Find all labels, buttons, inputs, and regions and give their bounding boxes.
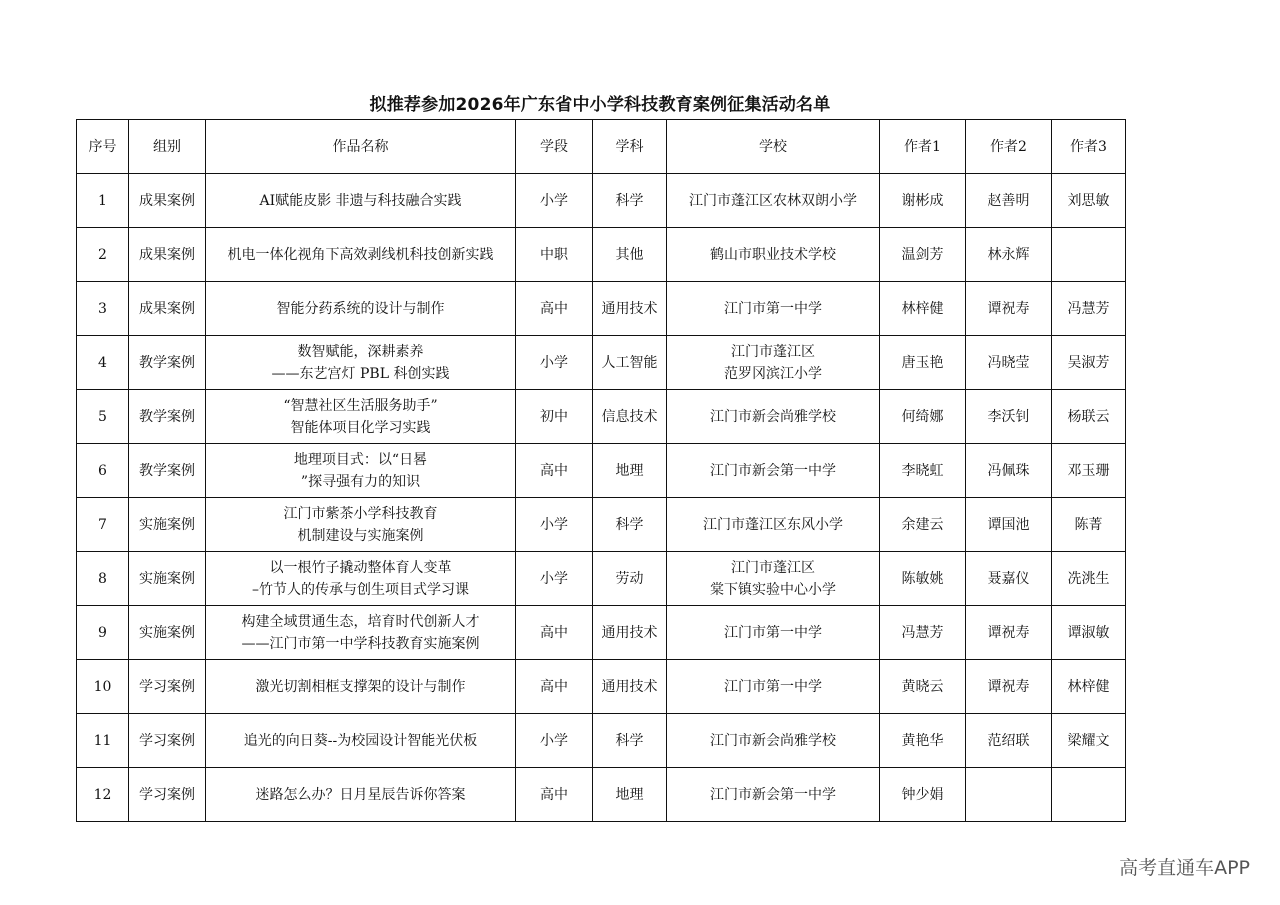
school-cell-line: 江门市第一中学 xyxy=(724,624,822,641)
work-title-cell-line: 机制建设与实施案例 xyxy=(297,527,424,544)
author-1-cell: 黄艳华 xyxy=(880,714,966,768)
author-1-cell: 黄晓云 xyxy=(880,660,966,714)
subject-cell: 劳动 xyxy=(593,552,667,606)
group-cell: 学习案例 xyxy=(129,768,206,822)
table-body xyxy=(77,174,1126,822)
row-number-cell: 3 xyxy=(77,282,129,336)
school-cell-line: 江门市蓬江区 xyxy=(731,343,815,360)
row-number-cell: 11 xyxy=(77,714,129,768)
table-row xyxy=(77,606,1126,660)
header-author-2: 作者2 xyxy=(966,120,1052,174)
author-2-cell: 谭祝寿 xyxy=(966,282,1052,336)
school-cell xyxy=(667,768,880,822)
author-1-cell: 李晓虹 xyxy=(880,444,966,498)
group-cell: 实施案例 xyxy=(129,498,206,552)
author-3-cell: 杨联云 xyxy=(1052,390,1126,444)
work-title-cell-line: 智能体项目化学习实践 xyxy=(290,419,431,436)
row-number-cell: 12 xyxy=(77,768,129,822)
work-title-cell xyxy=(206,552,516,606)
work-title-cell-line: 地理项目式：以“日晷 xyxy=(293,451,428,468)
table-row xyxy=(77,174,1126,228)
watermark: 高考直通车APP xyxy=(1119,857,1250,879)
work-title-cell-line: 追光的向日葵--为校园设计智能光伏板 xyxy=(243,732,478,749)
school-stage-cell: 小学 xyxy=(516,174,593,228)
group-cell: 成果案例 xyxy=(129,282,206,336)
work-title-cell-line: ——江门市第一中学科技教育实施案例 xyxy=(241,635,480,652)
group-cell: 教学案例 xyxy=(129,336,206,390)
row-number-cell: 6 xyxy=(77,444,129,498)
work-title-cell-line: 构建全域贯通生态，培育时代创新人才 xyxy=(241,613,480,630)
subject-cell: 地理 xyxy=(593,444,667,498)
school-stage-cell: 小学 xyxy=(516,552,593,606)
school-cell xyxy=(667,606,880,660)
school-cell-line: 范罗冈滨江小学 xyxy=(724,365,822,382)
author-3-cell: 陈菁 xyxy=(1052,498,1126,552)
group-cell: 教学案例 xyxy=(129,390,206,444)
subject-cell: 其他 xyxy=(593,228,667,282)
school-stage-cell: 高中 xyxy=(516,606,593,660)
row-number-cell: 8 xyxy=(77,552,129,606)
school-cell-line: 江门市新会尚雅学校 xyxy=(710,408,836,425)
table-row xyxy=(77,498,1126,552)
school-stage-cell: 高中 xyxy=(516,282,593,336)
work-title-cell xyxy=(206,282,516,336)
subject-cell: 科学 xyxy=(593,174,667,228)
school-stage-cell: 小学 xyxy=(516,714,593,768)
school-cell-line: 江门市新会第一中学 xyxy=(710,786,836,803)
school-stage-cell: 中职 xyxy=(516,228,593,282)
work-title-cell xyxy=(206,336,516,390)
table-header-row xyxy=(77,120,1126,174)
table-row xyxy=(77,660,1126,714)
header-number: 序号 xyxy=(77,120,129,174)
school-cell-line: 江门市蓬江区农林双朗小学 xyxy=(689,192,857,209)
author-1-cell: 陈敏姚 xyxy=(880,552,966,606)
row-number-cell: 2 xyxy=(77,228,129,282)
school-cell xyxy=(667,552,880,606)
header-school-stage: 学段 xyxy=(516,120,593,174)
subject-cell: 通用技术 xyxy=(593,606,667,660)
group-cell: 学习案例 xyxy=(129,660,206,714)
school-cell-line: 江门市蓬江区 xyxy=(731,559,815,576)
school-cell xyxy=(667,660,880,714)
school-cell xyxy=(667,444,880,498)
author-3-cell: 冯慧芳 xyxy=(1052,282,1126,336)
author-1-cell: 冯慧芳 xyxy=(880,606,966,660)
subject-cell: 科学 xyxy=(593,714,667,768)
author-1-cell: 温剑芳 xyxy=(880,228,966,282)
school-cell-line: 江门市蓬江区东风小学 xyxy=(703,516,843,533)
author-3-cell: 吴淑芳 xyxy=(1052,336,1126,390)
work-title-cell-line: 以一根竹子撬动整体育人变革 xyxy=(269,559,452,576)
header-author-3: 作者3 xyxy=(1052,120,1126,174)
work-title-cell-line: 数智赋能，深耕素养 xyxy=(297,343,424,360)
table-row xyxy=(77,228,1126,282)
author-3-cell: 谭淑敏 xyxy=(1052,606,1126,660)
author-2-cell: 冯晓莹 xyxy=(966,336,1052,390)
document-title: 拟推荐参加2026年广东省中小学科技教育案例征集活动名单 xyxy=(369,95,831,115)
author-1-cell: 林梓健 xyxy=(880,282,966,336)
school-cell xyxy=(667,714,880,768)
group-cell: 教学案例 xyxy=(129,444,206,498)
school-stage-cell: 高中 xyxy=(516,444,593,498)
table-row xyxy=(77,714,1126,768)
author-2-cell: 赵善明 xyxy=(966,174,1052,228)
work-title-cell-line: ——东艺宫灯 PBL 科创实践 xyxy=(271,365,450,382)
author-1-cell: 谢彬成 xyxy=(880,174,966,228)
table-row xyxy=(77,336,1126,390)
header-work-title: 作品名称 xyxy=(206,120,516,174)
school-cell-line: 鹤山市职业技术学校 xyxy=(710,246,836,263)
author-2-cell: 谭国池 xyxy=(966,498,1052,552)
table-row xyxy=(77,768,1126,822)
group-cell: 成果案例 xyxy=(129,228,206,282)
subject-cell: 信息技术 xyxy=(593,390,667,444)
subject-cell: 科学 xyxy=(593,498,667,552)
work-title-cell-line: “智慧社区生活服务助手” xyxy=(283,397,438,414)
school-stage-cell: 小学 xyxy=(516,498,593,552)
work-title-cell xyxy=(206,660,516,714)
work-title-cell xyxy=(206,444,516,498)
school-stage-cell: 高中 xyxy=(516,768,593,822)
author-3-cell: 邓玉珊 xyxy=(1052,444,1126,498)
author-2-cell: 谭祝寿 xyxy=(966,606,1052,660)
school-cell xyxy=(667,282,880,336)
author-3-cell: 梁耀文 xyxy=(1052,714,1126,768)
row-number-cell: 4 xyxy=(77,336,129,390)
group-cell: 实施案例 xyxy=(129,552,206,606)
school-cell xyxy=(667,174,880,228)
author-2-cell: 范绍联 xyxy=(966,714,1052,768)
work-title-cell xyxy=(206,714,516,768)
author-3-cell xyxy=(1052,768,1126,822)
work-title-cell xyxy=(206,390,516,444)
group-cell: 成果案例 xyxy=(129,174,206,228)
row-number-cell: 10 xyxy=(77,660,129,714)
group-cell: 学习案例 xyxy=(129,714,206,768)
work-title-cell xyxy=(206,174,516,228)
work-title-cell xyxy=(206,498,516,552)
work-title-cell xyxy=(206,768,516,822)
row-number-cell: 1 xyxy=(77,174,129,228)
school-cell-line: 江门市新会第一中学 xyxy=(710,462,836,479)
school-stage-cell: 高中 xyxy=(516,660,593,714)
school-cell xyxy=(667,336,880,390)
author-2-cell: 李沃钊 xyxy=(966,390,1052,444)
subject-cell: 通用技术 xyxy=(593,282,667,336)
author-3-cell xyxy=(1052,228,1126,282)
table-row xyxy=(77,444,1126,498)
author-3-cell: 林梓健 xyxy=(1052,660,1126,714)
work-title-cell-line: ”探寻强有力的知识 xyxy=(300,473,421,490)
subject-cell: 人工智能 xyxy=(593,336,667,390)
author-2-cell: 林永辉 xyxy=(966,228,1052,282)
table-row xyxy=(77,552,1126,606)
work-title-cell-line: 迷路怎么办？日月星辰告诉你答案 xyxy=(255,786,466,803)
author-1-cell: 何绮娜 xyxy=(880,390,966,444)
author-2-cell: 冯佩珠 xyxy=(966,444,1052,498)
header-author-1: 作者1 xyxy=(880,120,966,174)
author-1-cell: 唐玉艳 xyxy=(880,336,966,390)
author-3-cell: 刘思敏 xyxy=(1052,174,1126,228)
school-stage-cell: 初中 xyxy=(516,390,593,444)
header-group: 组别 xyxy=(129,120,206,174)
school-cell-line: 江门市新会尚雅学校 xyxy=(710,732,836,749)
work-title-cell-line: AI赋能皮影 非遗与科技融合实践 xyxy=(259,192,462,209)
work-title-cell xyxy=(206,228,516,282)
school-stage-cell: 小学 xyxy=(516,336,593,390)
table-row xyxy=(77,282,1126,336)
author-2-cell: 聂嘉仪 xyxy=(966,552,1052,606)
author-3-cell: 冼洮生 xyxy=(1052,552,1126,606)
header-subject: 学科 xyxy=(593,120,667,174)
subject-cell: 通用技术 xyxy=(593,660,667,714)
group-cell: 实施案例 xyxy=(129,606,206,660)
work-title-cell xyxy=(206,606,516,660)
school-cell-line: 棠下镇实验中心小学 xyxy=(710,581,836,598)
author-2-cell: 谭祝寿 xyxy=(966,660,1052,714)
subject-cell: 地理 xyxy=(593,768,667,822)
school-cell-line: 江门市第一中学 xyxy=(724,300,822,317)
row-number-cell: 5 xyxy=(77,390,129,444)
row-number-cell: 7 xyxy=(77,498,129,552)
work-title-cell-line: 江门市紫茶小学科技教育 xyxy=(283,505,438,522)
work-title-cell-line: 智能分药系统的设计与制作 xyxy=(276,300,445,317)
work-title-cell-line: 机电一体化视角下高效剥线机科技创新实践 xyxy=(227,246,494,263)
author-1-cell: 余建云 xyxy=(880,498,966,552)
author-1-cell: 钟少娟 xyxy=(880,768,966,822)
school-cell xyxy=(667,228,880,282)
school-cell xyxy=(667,390,880,444)
recommendation-list-table xyxy=(76,119,1126,822)
work-title-cell-line: –竹节人的传承与创生项目式学习课 xyxy=(252,581,469,598)
table-row xyxy=(77,390,1126,444)
header-school: 学校 xyxy=(667,120,880,174)
author-2-cell xyxy=(966,768,1052,822)
school-cell xyxy=(667,498,880,552)
work-title-cell-line: 激光切割相框支撑架的设计与制作 xyxy=(255,678,466,695)
row-number-cell: 9 xyxy=(77,606,129,660)
school-cell-line: 江门市第一中学 xyxy=(724,678,822,695)
